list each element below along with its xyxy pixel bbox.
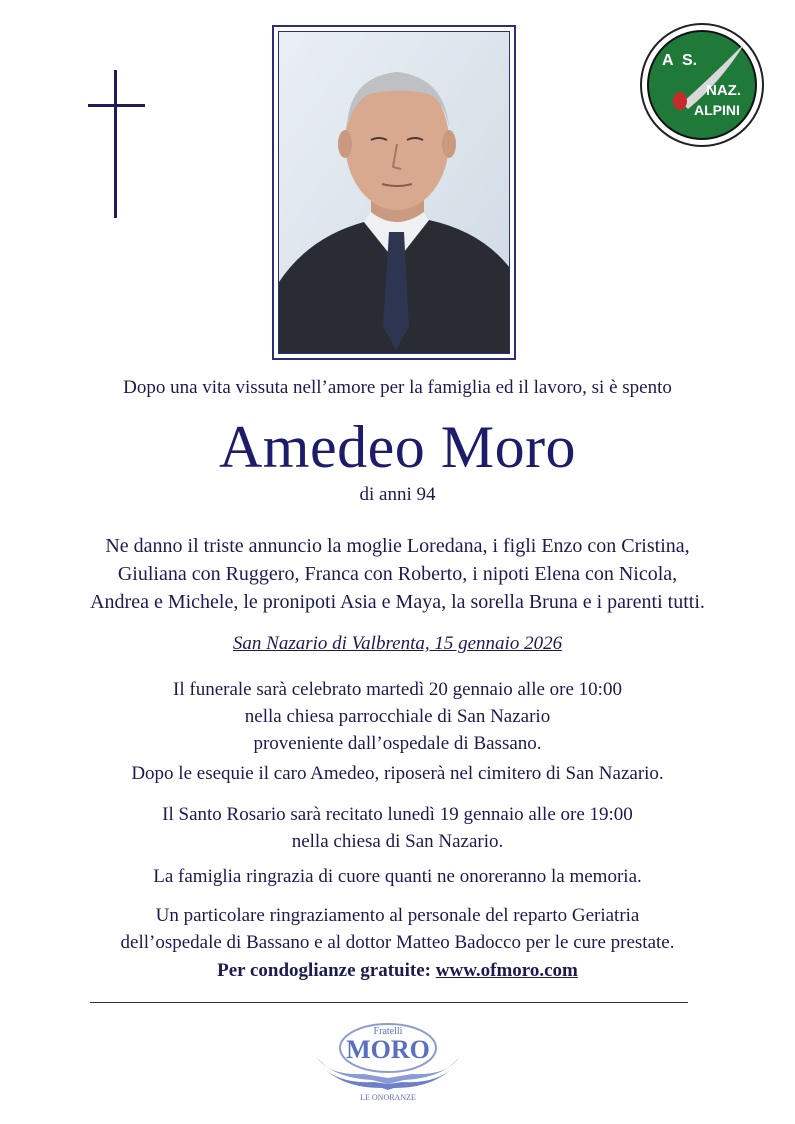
special-thanks-line: Un particolare ringraziamento al personale del reparto Geriatria <box>155 905 640 926</box>
announcement-line: Ne danno il triste annuncio la moglie Loredana, i figli Enzo con Cristina, <box>105 535 690 557</box>
moro-logo-tagline: LE ONORANZE <box>360 1093 416 1102</box>
condolences-link[interactable]: www.ofmoro.com <box>435 960 578 981</box>
ana-logo-text-naz: NAZ. <box>706 82 741 99</box>
intro-text: Dopo una vita vissuta nell’amore per la famiglia ed il lavoro, si è spento <box>123 377 672 398</box>
funeral-line: Il funerale sarà celebrato martedì 20 gennaio alle ore 10:00 <box>173 679 622 700</box>
ana-alpini-logo <box>640 23 764 147</box>
moro-logo-fratelli: Fratelli <box>373 1026 403 1037</box>
rosary-info <box>0 801 795 855</box>
portrait-frame <box>272 25 516 360</box>
condolences-label: Per condoglianze gratuite: <box>217 960 431 981</box>
special-thanks-line: dell’ospedale di Bassano e al dottor Matteo Badocco per le cure prestate. <box>120 932 675 953</box>
funeral-line: nella chiesa parrocchiale di San Nazario <box>244 706 551 727</box>
announcement <box>0 532 795 616</box>
fratelli-moro-logo <box>312 1018 464 1102</box>
deceased-name: Amedeo Moro <box>218 414 577 480</box>
ana-logo-text-s: S. <box>682 52 698 69</box>
moro-logo-name: MORO <box>346 1035 430 1064</box>
thanks-text: La famiglia ringrazia di cuore quanti ne onoreranno la memoria. <box>153 866 642 887</box>
cross-icon <box>114 70 117 218</box>
special-thanks <box>0 902 795 956</box>
announcement-line: Giuliana con Ruggero, Franca con Roberto, i nipoti Elena con Nicola, <box>117 563 678 585</box>
ana-logo-text-a: A <box>662 52 674 69</box>
ana-logo-text-alpini: ALPINI <box>694 102 740 118</box>
funeral-line: proveniente dall’ospedale di Bassano. <box>253 733 542 754</box>
condolences <box>0 960 795 982</box>
burial-info: Dopo le esequie il caro Amedeo, riposerà nel cimitero di San Nazario. <box>131 763 664 784</box>
place-date <box>0 633 795 655</box>
announcement-line: Andrea e Michele, le pronipoti Asia e Maya, la sorella Bruna e i parenti tutti. <box>90 591 705 613</box>
rosary-line: nella chiesa di San Nazario. <box>291 831 504 852</box>
divider <box>90 1002 688 1003</box>
rosary-line: Il Santo Rosario sarà recitato lunedì 19 gennaio alle ore 19:00 <box>162 804 633 825</box>
portrait-photo <box>278 31 510 354</box>
funeral-info <box>0 676 795 757</box>
place-date-text: San Nazario di Valbrenta, 15 gennaio 2026 <box>232 633 563 654</box>
deceased-age: di anni 94 <box>359 484 436 505</box>
cross-icon-bar <box>88 104 145 107</box>
